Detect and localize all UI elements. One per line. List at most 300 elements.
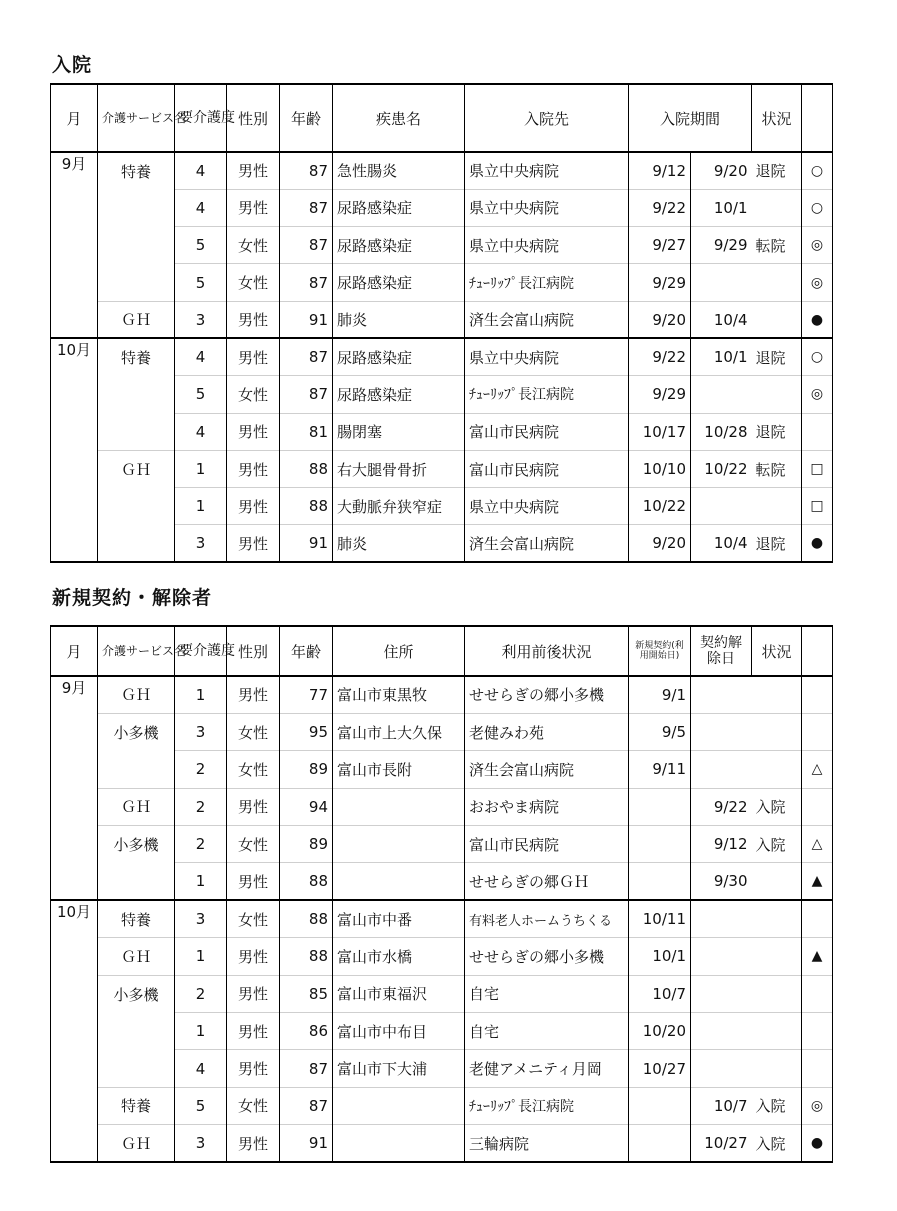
status-mark: ●: [802, 301, 833, 338]
status-mark: [802, 413, 833, 450]
address-cell: 富山市長附: [333, 751, 465, 788]
gender-cell: 男性: [227, 338, 280, 375]
service-cell: 小多機: [98, 975, 175, 1012]
header-mark: [802, 84, 833, 152]
end-date-cell: 10/28: [691, 413, 752, 450]
care-level-cell: 2: [175, 788, 227, 825]
gender-cell: 男性: [227, 676, 280, 713]
service-cell: [98, 751, 175, 788]
hospital-cell: 県立中央病院: [465, 152, 629, 189]
age-cell: 91: [280, 525, 333, 562]
disease-cell: 尿路感染症: [333, 227, 465, 264]
status-cell: [752, 713, 802, 750]
cancel-date-cell: [691, 1050, 752, 1087]
start-date-cell: 10/17: [629, 413, 691, 450]
start-date-cell: 9/12: [629, 152, 691, 189]
header-mark: [802, 626, 833, 676]
new-contract-cell: 10/27: [629, 1050, 691, 1087]
age-cell: 87: [280, 227, 333, 264]
care-level-cell: 3: [175, 1125, 227, 1162]
header-gender: 性別: [227, 626, 280, 676]
gender-cell: 女性: [227, 227, 280, 264]
admission-row: [51, 488, 833, 525]
gender-cell: 男性: [227, 1013, 280, 1050]
age-cell: 88: [280, 488, 333, 525]
header-status: 状況: [752, 84, 802, 152]
gender-cell: 男性: [227, 450, 280, 487]
gender-cell: 男性: [227, 413, 280, 450]
disease-cell: 尿路感染症: [333, 189, 465, 226]
contract-row: [51, 713, 833, 750]
status-mark: ▲: [802, 863, 833, 900]
contract-row: [51, 1087, 833, 1124]
month-cell: [51, 264, 98, 301]
contract-row: [51, 1013, 833, 1050]
month-cell: [51, 975, 98, 1012]
month-cell: [51, 788, 98, 825]
hospital-cell: 済生会富山病院: [465, 525, 629, 562]
age-cell: 88: [280, 938, 333, 975]
service-cell: [98, 227, 175, 264]
service-cell: [98, 376, 175, 413]
status-cell: [752, 1050, 802, 1087]
status-cell: 退院: [752, 338, 802, 375]
disease-cell: 腸閉塞: [333, 413, 465, 450]
status-mark: △: [802, 826, 833, 863]
status-cell: [752, 975, 802, 1012]
contract-row: [51, 863, 833, 900]
admission-row: [51, 413, 833, 450]
month-cell: [51, 189, 98, 226]
month-cell: [51, 227, 98, 264]
age-cell: 89: [280, 751, 333, 788]
status-cell: 入院: [752, 1087, 802, 1124]
disease-cell: 肺炎: [333, 525, 465, 562]
service-cell: [98, 488, 175, 525]
new-contract-cell: 9/5: [629, 713, 691, 750]
status-mark: [802, 975, 833, 1012]
new-contract-cell: 9/11: [629, 751, 691, 788]
service-cell: ＧＨ: [98, 1125, 175, 1162]
start-date-cell: 9/22: [629, 338, 691, 375]
status-cell: 退院: [752, 152, 802, 189]
admission-row: [51, 525, 833, 562]
cancel-date-cell: [691, 751, 752, 788]
header-new-contract: 新規契約(利用開始日): [629, 626, 691, 676]
end-date-cell: 10/4: [691, 301, 752, 338]
age-cell: 87: [280, 264, 333, 301]
gender-cell: 男性: [227, 189, 280, 226]
age-cell: 86: [280, 1013, 333, 1050]
age-cell: 87: [280, 189, 333, 226]
header-address: 住所: [333, 626, 465, 676]
header-age: 年齢: [280, 626, 333, 676]
header-disease: 疾患名: [333, 84, 465, 152]
status-mark: ▲: [802, 938, 833, 975]
service-cell: 小多機: [98, 713, 175, 750]
start-date-cell: 9/29: [629, 264, 691, 301]
status-cell: 入院: [752, 1125, 802, 1162]
header-care-level: 要介護度: [175, 626, 227, 676]
service-cell: 特養: [98, 900, 175, 937]
situation-cell: せせらぎの郷ＧＨ: [465, 863, 629, 900]
header-age: 年齢: [280, 84, 333, 152]
start-date-cell: 10/10: [629, 450, 691, 487]
gender-cell: 男性: [227, 1050, 280, 1087]
cancel-date-cell: [691, 713, 752, 750]
hospital-cell: 済生会富山病院: [465, 301, 629, 338]
start-date-cell: 9/20: [629, 525, 691, 562]
end-date-cell: 9/29: [691, 227, 752, 264]
month-cell: [51, 713, 98, 750]
status-mark: △: [802, 751, 833, 788]
new-contract-cell: [629, 863, 691, 900]
header-situation: 利用前後状況: [465, 626, 629, 676]
month-cell: [51, 826, 98, 863]
status-mark: ●: [802, 1125, 833, 1162]
status-cell: 入院: [752, 826, 802, 863]
address-cell: [333, 826, 465, 863]
status-mark: ○: [802, 189, 833, 226]
gender-cell: 女性: [227, 1087, 280, 1124]
month-cell: [51, 413, 98, 450]
cancel-date-cell: 10/27: [691, 1125, 752, 1162]
age-cell: 87: [280, 1087, 333, 1124]
age-cell: 94: [280, 788, 333, 825]
service-cell: [98, 264, 175, 301]
disease-cell: 尿路感染症: [333, 338, 465, 375]
status-cell: [752, 376, 802, 413]
month-cell: [51, 863, 98, 900]
age-cell: 77: [280, 676, 333, 713]
gender-cell: 男性: [227, 152, 280, 189]
end-date-cell: 10/4: [691, 525, 752, 562]
age-cell: 87: [280, 376, 333, 413]
status-mark: ●: [802, 525, 833, 562]
cancel-date-cell: 9/30: [691, 863, 752, 900]
situation-cell: 自宅: [465, 1013, 629, 1050]
status-mark: ○: [802, 152, 833, 189]
admission-row: [51, 227, 833, 264]
gender-cell: 女性: [227, 826, 280, 863]
address-cell: 富山市水橋: [333, 938, 465, 975]
gender-cell: 女性: [227, 264, 280, 301]
admission-row: [51, 264, 833, 301]
start-date-cell: 9/22: [629, 189, 691, 226]
hospital-cell: 県立中央病院: [465, 227, 629, 264]
start-date-cell: 9/20: [629, 301, 691, 338]
admission-row: [51, 152, 833, 189]
hospital-cell: 県立中央病院: [465, 189, 629, 226]
header-gender: 性別: [227, 84, 280, 152]
care-level-cell: 4: [175, 338, 227, 375]
care-level-cell: 5: [175, 264, 227, 301]
status-cell: 退院: [752, 525, 802, 562]
service-cell: [98, 525, 175, 562]
disease-cell: 尿路感染症: [333, 264, 465, 301]
cancel-date-cell: [691, 1013, 752, 1050]
header-period: 入院期間: [629, 84, 752, 152]
gender-cell: 男性: [227, 301, 280, 338]
month-cell: [51, 938, 98, 975]
end-date-cell: [691, 376, 752, 413]
gender-cell: 女性: [227, 751, 280, 788]
contract-row: [51, 788, 833, 825]
cancel-date-cell: [691, 938, 752, 975]
contract-row: [51, 975, 833, 1012]
contract-row: [51, 938, 833, 975]
end-date-cell: [691, 488, 752, 525]
address-cell: 富山市上大久保: [333, 713, 465, 750]
gender-cell: 男性: [227, 975, 280, 1012]
end-date-cell: 10/22: [691, 450, 752, 487]
care-level-cell: 2: [175, 826, 227, 863]
header-care-level: 要介護度: [175, 84, 227, 152]
service-cell: 特養: [98, 338, 175, 375]
age-cell: 88: [280, 450, 333, 487]
service-cell: [98, 189, 175, 226]
status-mark: [802, 676, 833, 713]
new-contract-cell: 9/1: [629, 676, 691, 713]
address-cell: 富山市下大浦: [333, 1050, 465, 1087]
status-cell: 退院: [752, 413, 802, 450]
contract-section-title: 新規契約・解除者: [52, 587, 213, 609]
age-cell: 91: [280, 301, 333, 338]
status-cell: [752, 264, 802, 301]
service-cell: 小多機: [98, 826, 175, 863]
status-mark: ○: [802, 338, 833, 375]
header-hospital: 入院先: [465, 84, 629, 152]
situation-cell: 三輪病院: [465, 1125, 629, 1162]
gender-cell: 男性: [227, 938, 280, 975]
gender-cell: 女性: [227, 713, 280, 750]
status-cell: [752, 863, 802, 900]
admission-section-title: 入院: [52, 54, 93, 76]
new-contract-cell: 10/11: [629, 900, 691, 937]
contract-row: [51, 1125, 833, 1162]
situation-cell: 自宅: [465, 975, 629, 1012]
cancel-date-cell: 9/12: [691, 826, 752, 863]
status-cell: 転院: [752, 227, 802, 264]
care-level-cell: 1: [175, 676, 227, 713]
end-date-cell: 9/20: [691, 152, 752, 189]
cancel-date-cell: 10/7: [691, 1087, 752, 1124]
header-month: 月: [51, 626, 98, 676]
care-level-cell: 3: [175, 301, 227, 338]
month-cell: 9月: [51, 152, 98, 189]
service-cell: ＧＨ: [98, 301, 175, 338]
status-mark: □: [802, 450, 833, 487]
cancel-date-cell: 9/22: [691, 788, 752, 825]
situation-cell: せせらぎの郷小多機: [465, 676, 629, 713]
contract-row: [51, 826, 833, 863]
month-cell: 9月: [51, 676, 98, 713]
month-cell: [51, 1087, 98, 1124]
situation-cell: せせらぎの郷小多機: [465, 938, 629, 975]
care-level-cell: 1: [175, 488, 227, 525]
service-cell: ＧＨ: [98, 788, 175, 825]
contract-header-row: [51, 626, 833, 676]
age-cell: 85: [280, 975, 333, 1012]
care-level-cell: 2: [175, 751, 227, 788]
admission-row: [51, 301, 833, 338]
hospital-cell: 県立中央病院: [465, 488, 629, 525]
status-mark: ◎: [802, 376, 833, 413]
start-date-cell: 10/22: [629, 488, 691, 525]
disease-cell: 大動脈弁狭窄症: [333, 488, 465, 525]
care-level-cell: 3: [175, 525, 227, 562]
admission-row: [51, 189, 833, 226]
month-cell: [51, 1013, 98, 1050]
care-level-cell: 4: [175, 189, 227, 226]
age-cell: 89: [280, 826, 333, 863]
care-level-cell: 5: [175, 227, 227, 264]
month-cell: [51, 376, 98, 413]
care-level-cell: 1: [175, 450, 227, 487]
address-cell: [333, 788, 465, 825]
care-level-cell: 4: [175, 152, 227, 189]
status-cell: [752, 1013, 802, 1050]
month-cell: [51, 301, 98, 338]
status-mark: [802, 1013, 833, 1050]
status-cell: [752, 938, 802, 975]
new-contract-cell: 10/7: [629, 975, 691, 1012]
month-cell: 10月: [51, 338, 98, 375]
end-date-cell: 10/1: [691, 189, 752, 226]
care-level-cell: 5: [175, 1087, 227, 1124]
cancel-date-cell: [691, 900, 752, 937]
status-cell: 転院: [752, 450, 802, 487]
situation-cell: 老健みわ苑: [465, 713, 629, 750]
disease-cell: 右大腿骨骨折: [333, 450, 465, 487]
age-cell: 91: [280, 1125, 333, 1162]
care-level-cell: 5: [175, 376, 227, 413]
service-cell: [98, 863, 175, 900]
month-cell: [51, 1050, 98, 1087]
end-date-cell: [691, 264, 752, 301]
start-date-cell: 9/29: [629, 376, 691, 413]
age-cell: 87: [280, 152, 333, 189]
hospital-cell: ﾁｭｰﾘｯﾌﾟ長江病院: [465, 376, 629, 413]
age-cell: 95: [280, 713, 333, 750]
service-cell: ＧＨ: [98, 938, 175, 975]
service-cell: [98, 1013, 175, 1050]
service-cell: ＧＨ: [98, 676, 175, 713]
gender-cell: 男性: [227, 488, 280, 525]
situation-cell: 有料老人ホームうちくる: [465, 900, 629, 937]
situation-cell: 富山市民病院: [465, 826, 629, 863]
service-cell: 特養: [98, 1087, 175, 1124]
new-contract-cell: [629, 1125, 691, 1162]
hospital-cell: 富山市民病院: [465, 450, 629, 487]
status-mark: ◎: [802, 1087, 833, 1124]
disease-cell: 尿路感染症: [333, 376, 465, 413]
end-date-cell: 10/1: [691, 338, 752, 375]
gender-cell: 女性: [227, 900, 280, 937]
admission-header-row: [51, 84, 833, 152]
service-cell: 特養: [98, 152, 175, 189]
hospital-cell: 県立中央病院: [465, 338, 629, 375]
month-cell: [51, 525, 98, 562]
header-service: 介護サービス名: [98, 84, 175, 152]
header-cancel-date: 契約解除日: [691, 626, 752, 676]
status-mark: ◎: [802, 227, 833, 264]
admission-row: [51, 338, 833, 375]
cancel-date-cell: [691, 975, 752, 1012]
hospital-cell: ﾁｭｰﾘｯﾌﾟ長江病院: [465, 264, 629, 301]
new-contract-cell: [629, 788, 691, 825]
status-mark: ◎: [802, 264, 833, 301]
new-contract-cell: 10/20: [629, 1013, 691, 1050]
new-contract-cell: 10/1: [629, 938, 691, 975]
hospital-cell: 富山市民病院: [465, 413, 629, 450]
status-cell: [752, 900, 802, 937]
header-month: 月: [51, 84, 98, 152]
month-cell: [51, 1125, 98, 1162]
service-cell: ＧＨ: [98, 450, 175, 487]
start-date-cell: 9/27: [629, 227, 691, 264]
age-cell: 88: [280, 900, 333, 937]
disease-cell: 肺炎: [333, 301, 465, 338]
service-cell: [98, 413, 175, 450]
status-mark: [802, 900, 833, 937]
contract-row: [51, 751, 833, 788]
contract-row: [51, 1050, 833, 1087]
care-level-cell: 3: [175, 713, 227, 750]
care-level-cell: 1: [175, 863, 227, 900]
address-cell: 富山市東黒牧: [333, 676, 465, 713]
situation-cell: 老健アメニティ月岡: [465, 1050, 629, 1087]
contract-table: [50, 625, 833, 1163]
month-cell: [51, 488, 98, 525]
age-cell: 88: [280, 863, 333, 900]
status-mark: [802, 713, 833, 750]
status-cell: [752, 189, 802, 226]
status-mark: □: [802, 488, 833, 525]
disease-cell: 急性腸炎: [333, 152, 465, 189]
month-cell: 10月: [51, 900, 98, 937]
address-cell: 富山市東福沢: [333, 975, 465, 1012]
care-level-cell: 4: [175, 413, 227, 450]
month-cell: [51, 450, 98, 487]
header-status: 状況: [752, 626, 802, 676]
admission-row: [51, 450, 833, 487]
status-cell: [752, 488, 802, 525]
care-level-cell: 2: [175, 975, 227, 1012]
gender-cell: 男性: [227, 863, 280, 900]
gender-cell: 男性: [227, 1125, 280, 1162]
address-cell: 富山市中番: [333, 900, 465, 937]
status-cell: [752, 676, 802, 713]
status-cell: 入院: [752, 788, 802, 825]
cancel-date-cell: [691, 676, 752, 713]
admission-table: [50, 83, 833, 563]
status-mark: [802, 788, 833, 825]
situation-cell: ﾁｭｰﾘｯﾌﾟ長江病院: [465, 1087, 629, 1124]
address-cell: [333, 1125, 465, 1162]
address-cell: [333, 1087, 465, 1124]
gender-cell: 男性: [227, 788, 280, 825]
new-contract-cell: [629, 1087, 691, 1124]
age-cell: 87: [280, 1050, 333, 1087]
status-cell: [752, 751, 802, 788]
new-contract-cell: [629, 826, 691, 863]
status-mark: [802, 1050, 833, 1087]
admission-row: [51, 376, 833, 413]
care-level-cell: 1: [175, 938, 227, 975]
situation-cell: おおやま病院: [465, 788, 629, 825]
address-cell: 富山市中布目: [333, 1013, 465, 1050]
